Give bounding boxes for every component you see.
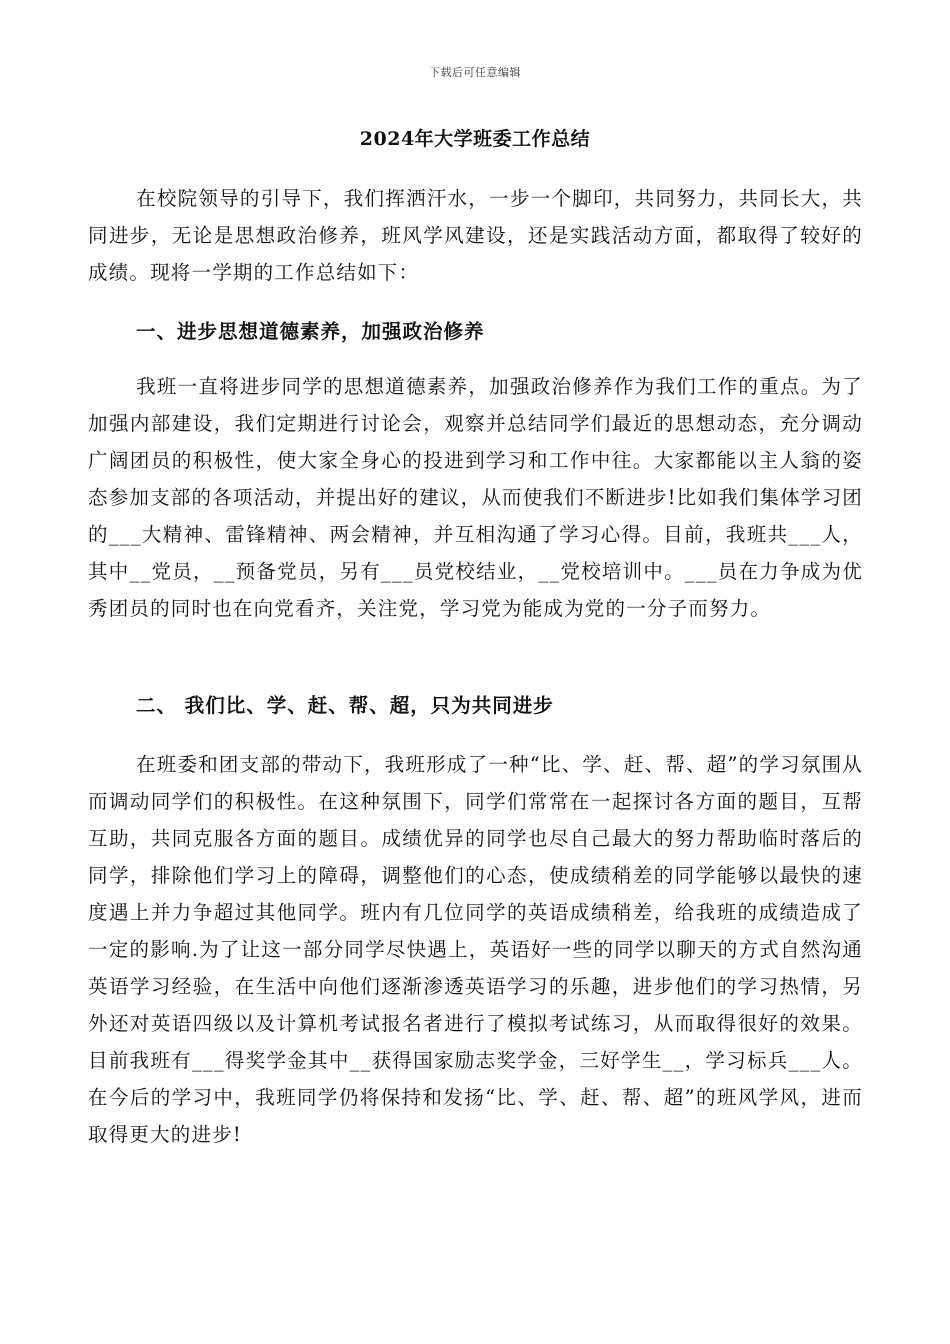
section-heading-1: 一、进步思想道德素养，加强政治修养: [136, 320, 485, 343]
section-text-2: 在班委和团支部的带动下，我班形成了一种“比、学、赶、帮、超”的学习氛围从而调动同学们的积极性。在这种氛围下，同学们常常在一起探讨各方面的题目，互帮互助，共同克服各方面的题目。成绩优异的同学也尽自己最大的努力帮助临时落后的同学，排除他们学习上的障碍，调整他们的心态，使成绩稍差的同学能够以最快的速度遇上并力争超过其他同学。班内有几位同学的英语成绩稍差，给我班的成绩造成了一定的影响.为了让这一部分同学尽快遇上，英语好一些的同学以聊天的方式自然沟通英语学习经验，在生活中向他们逐渐渗透英语学习的乐趣，进步他们的学习热情，另外还对英语四级以及计算机考试报名者进行了模拟考试练习，从而取得很好的效果。目前我班有___得奖学金其中__获得国家励志奖学金，三好学生__，学习标兵___人。在今后的学习中，我班同学仍将保持和发扬“比、学、赶、帮、超”的班风学风，进而取得更大的进步!: [88, 753, 863, 1146]
intro-text: 在校院领导的引导下，我们挥洒汗水，一步一个脚印，共同努力，共同长大，共同进步，无论是思想政治修养，班风学风建设，还是实践活动方面，都取得了较好的成绩。现将一学期的工作总结如下：: [88, 187, 863, 284]
section-heading-2: 二、 我们比、学、赶、帮、超，只为共同进步: [136, 694, 554, 717]
header-note: 下载后可任意编辑: [429, 66, 521, 79]
document-title: 2024年大学班委工作总结: [359, 128, 591, 150]
section-text-1: 我班一直将进步同学的思想道德素养，加强政治修养作为我们工作的重点。为了加强内部建设，我们定期进行讨论会，观察并总结同学们最近的思想动态，充分调动广阔团员的积极性，使大家全身心的投进到学习和工作中往。大家都能以主人翁的姿态参加支部的各项活动，并提出好的建议，从而使我们不断进步!比如我们集体学习团的___大精神、雷锋精神、两会精神，并互相沟通了学习心得。目前，我班共___人，其中__党员，__预备党员，另有___员党校结业，__党校培训中。___员在力争成为优秀团员的同时也在向党看齐，关注党，学习党为能成为党的一分子而努力。: [88, 375, 863, 620]
intro-paragraph: [88, 180, 863, 291]
section-paragraph-1: [88, 368, 863, 627]
section-paragraph-2: [88, 746, 863, 1153]
